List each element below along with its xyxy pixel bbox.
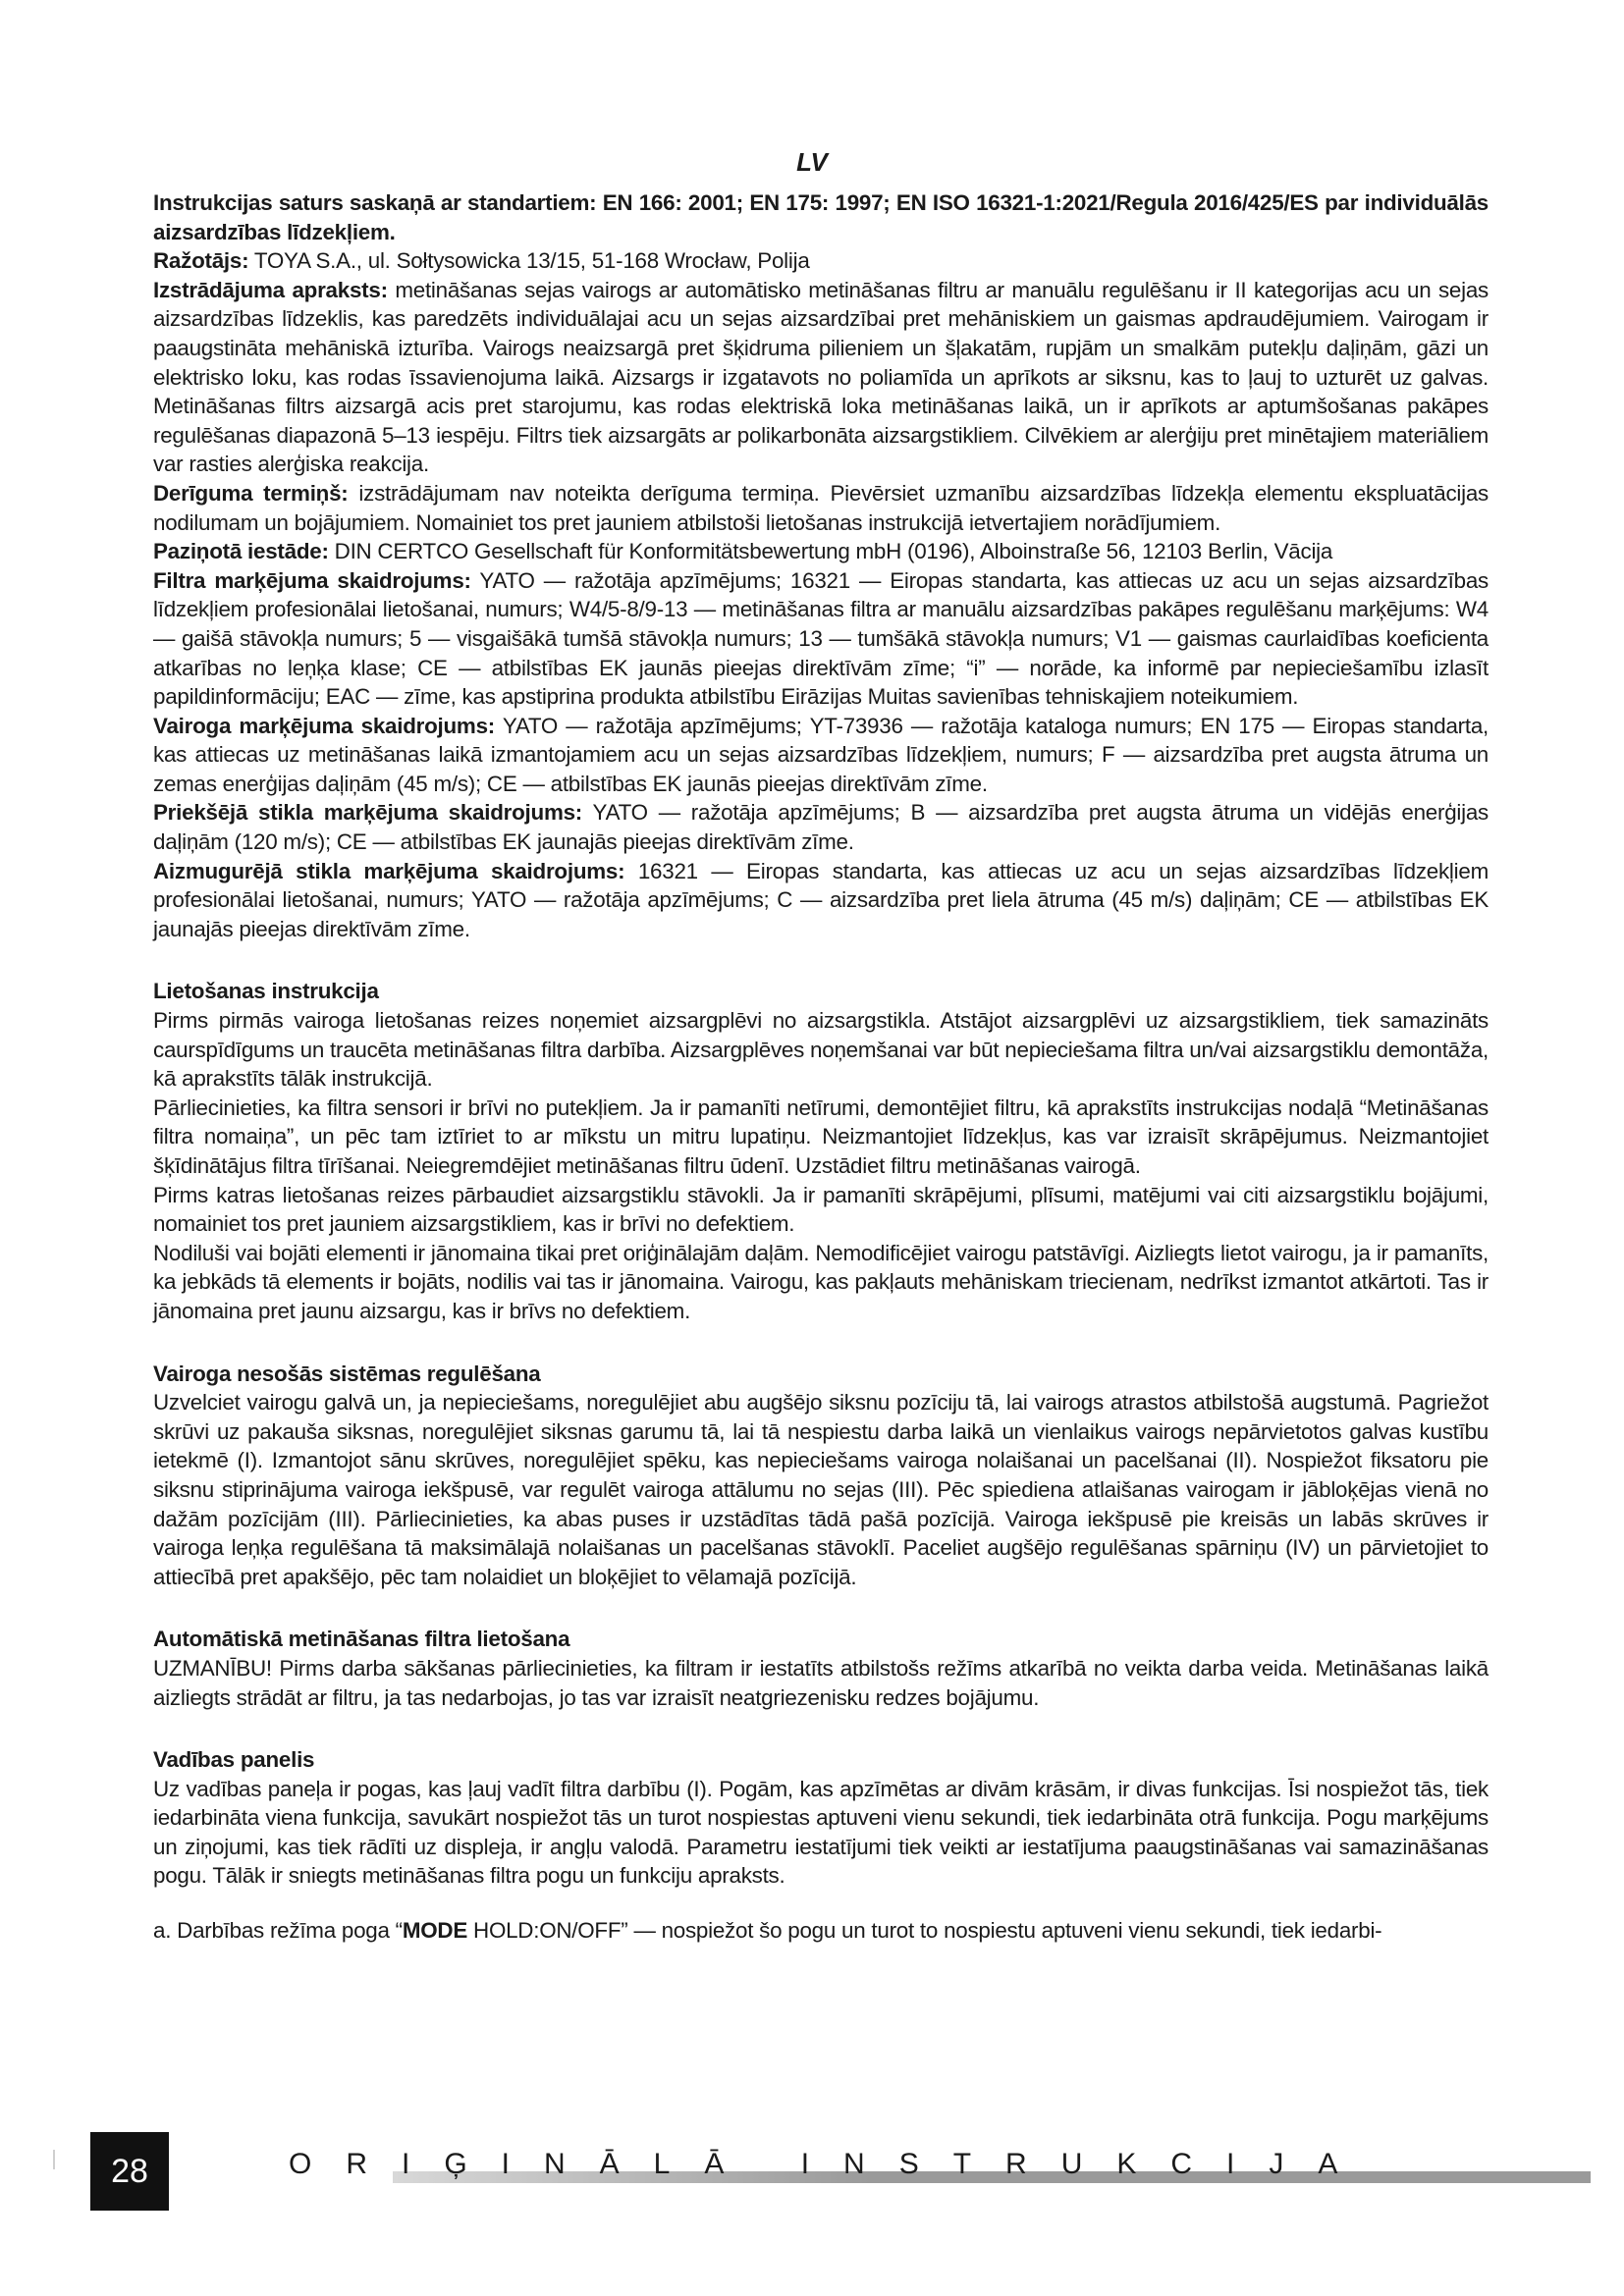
document-body	[153, 188, 1489, 1946]
filter-marking-paragraph	[153, 566, 1489, 712]
front-glass-marking-paragraph	[153, 798, 1489, 856]
manufacturer-text: TOYA S.A., ul. Sołtysowicka 13/15, 51-168 Wrocław, Polija	[248, 248, 810, 274]
manufacturer-paragraph	[153, 246, 1489, 276]
filter-marking-text: YATO — ražotāja apzīmējums; 16321 — Eiropas standarta, kas attiecas uz acu un sejas aizsardzības līdzekļiem profesionālai lietošanai, numurs; W4/5-8/9-13 — metināšanas filtra ar manuālu aizsardzības pakāpes regulēšanu marķējums: W4 — gaišā stāvokļa numurs; 5 — visgaišākā tumšā stāvokļa numurs; 13 — tumšākā stāvokļa numurs; V1 — gaismas caurlaidības koeficienta atkarības no leņķa klase; CE — atbilstības EK jaunās pieejas direktīvām zīme; “i” — norāde, ka informē par nepieciešamību izlasīt papildinformāciju; EAC — zīme, kas apstiprina produkta atbilstību Eirāzijas Muitas savienības tehniskajiem noteikumiem.	[153, 567, 1489, 710]
mode-button-prefix: a. Darbības režīma poga “	[153, 1918, 403, 1944]
document-header: Instrukcijas saturs saskaņā ar standartiem: EN 166: 2001; EN 175: 1997; EN ISO 16321-1:2021/Regula 2016/425/ES par individuālās aizsardzības līdzekļiem.	[153, 190, 1489, 244]
shield-marking-label: Vairoga marķējuma skaidrojums:	[153, 713, 495, 738]
support-system-section	[153, 1360, 1489, 1592]
page-number: 28	[90, 2132, 169, 2211]
product-description-paragraph	[153, 276, 1489, 479]
front-glass-marking-label: Priekšējā stikla marķējuma skaidrojums:	[153, 800, 583, 826]
page-edge-mark	[53, 2150, 55, 2169]
notified-body-text: DIN CERTCO Gesellschaft für Konformitätsbewertung mbH (0196), Alboinstraße 56, 12103 Berlin, Vācija	[328, 539, 1333, 564]
front-glass-marking-text: YATO — ražotāja apzīmējums; B — aizsardzība pret augsta ātruma un vidējās enerģijas daļiņām (120 m/s); CE — atbilstības EK jaunajās pieejas direktīvām zīme.	[153, 800, 1489, 855]
auto-filter-title: Automātiskā metināšanas filtra lietošana	[153, 1627, 570, 1652]
control-panel-title: Vadības panelis	[153, 1747, 315, 1773]
product-description-text: metināšanas sejas vairogs ar automātisko metināšanas filtru ar manuālu regulēšanu ir II kategorijas acu un sejas aizsardzības līdzeklis, kas paredzēts individuālajai acu un sejas aizsardzībai pret mehāniskiem un gaismas apdraudējumiem. Vairogam ir paaugstināta mehāniskā izturība. Vairogs neaizsargā pret šķidruma pilieniem un šļakatām, rupjām un smalkām putekļu daļiņām, gāzi un elektrisko loku, kas rodas īssavienojuma laikā. Aizsargs ir izgatavots no poliamīda un aprīkots ar siksnu, kas to ļauj to uzturēt uz galvas. Metināšanas filtrs aizsargā acis pret starojumu, kas rodas elektriskā loka metināšanas laikā, un ir aprīkots ar aptumšošanas pakāpes regulēšanas diapazonā 5–13 iespēju. Filtrs tiek aizsargāts ar polikarbonāta aizsargstikliem. Cilvēkiem ar alerģiju pret minētajiem materiāliem var rasties alerģiska reakcija.	[153, 277, 1489, 477]
instructions-paragraph: Pirms pirmās vairoga lietošanas reizes noņemiet aizsargplēvi no aizsargstikla. Atstājot aizsargplēvi uz aizsargstikliem, tiek samazināts caurspīdīgums un traucēta metināšanas filtra darbība. Aizsargplēves noņemšanai var būt nepieciešama filtra un/vai aizsargstiklu demontāža, kā aprakstīts tālāk instrukcijā.	[153, 1008, 1489, 1092]
product-description-label: Izstrādājuma apraksts:	[153, 277, 388, 302]
validity-label: Derīguma termiņš:	[153, 480, 349, 506]
support-system-text: Uzvelciet vairogu galvā un, ja nepieciešams, noregulējiet abu augšējo siksnu pozīciju tā, lai vairogs atrastos atbilstošā augstumā. Pagriežot skrūvi uz pakauša siksnas, noregulējiet siksnas garumu tā, lai tā nespiestu darba laikā un vienlaikus vairogs nepārvietotos galvas kustību ietekmē (I). Izmantojot sānu skrūves, noregulējiet spēku, kas nepieciešams vairoga nolaišanai un pacelšanai (II). Nospiežot fiksatoru pie siksnu stiprinājuma vairoga iekšpusē, var regulēt vairoga attālumu no sejas (III). Pēc spiediena atlaišanas vairogam ir jābloķējas vienā no dažām pozīcijām (III). Pārliecinieties, ka abas puses ir uzstādītas tādā pašā pozīcijā. Vairoga iekšpusē pie kreisās un labās skrūves ir vairoga leņķa regulēšana tā maksimālajā nolaišanas un pacelšanas stāvoklī. Paceliet augšējo regulēšanas spārniņu (IV) un pārvietojiet to attiecībā pret apakšējo, pēc tam nolaidiet un bloķējiet to vēlamajā pozīcijā.	[153, 1390, 1489, 1589]
support-system-title: Vairoga nesošās sistēmas regulēšana	[153, 1361, 541, 1386]
outer-glass-marking-text: 16321 — Eiropas standarta, kas attiecas uz acu un sejas aizsardzības līdzekļiem profesionālai lietošanai, numurs; YATO — ražotāja apzīmējums; C — aizsardzība pret liela ātruma (45 m/s) daļiņām; CE — atbilstības EK jaunajās pieejas direktīvām zīme.	[153, 858, 1489, 941]
auto-filter-text: UZMANĪBU! Pirms darba sākšanas pārliecinieties, ka filtram ir iestatīts atbilstošs režīms atkarībā no veikta darba veida. Metināšanas laikā aizliegts strādāt ar filtru, ja tas nedarbojas, jo tas var izraisīt neatgriezenisku redzes bojājumu.	[153, 1655, 1489, 1710]
footer-label: ORIĢINĀLĀ INSTRUKCIJA	[289, 2148, 1373, 2180]
validity-paragraph	[153, 479, 1489, 537]
outer-glass-marking-paragraph	[153, 857, 1489, 944]
instructions-paragraph: Pārliecinieties, ka filtra sensori ir brīvi no putekļiem. Ja ir pamanīti netīrumi, demontējiet filtru, kā aprakstīts instrukcijas nodaļā “Metināšanas filtra nomaiņa”, un pēc tam iztīriet to ar mīkstu un mitru lupatiņu. Neizmantojiet līdzekļus, kas var izraisīt skrāpējumus. Neizmantojiet šķīdinātājus filtra tīrīšanai. Neiegremdējiet metināšanas filtru ūdenī. Uzstādiet filtru metināšanas vairogā.	[153, 1095, 1489, 1178]
instructions-paragraph: Pirms katras lietošanas reizes pārbaudiet aizsargstiklu stāvokli. Ja ir pamanīti skrāpējumi, plīsumi, matējumi vai citi aizsargstiklu bojājumi, nomainiet tos pret jauniem aizsargstikliem, kas ir brīvi no defektiem.	[153, 1182, 1489, 1237]
auto-filter-section	[153, 1625, 1489, 1712]
instructions-section	[153, 977, 1489, 1325]
language-code: LV	[796, 147, 828, 177]
instructions-paragraph: Nodiluši vai bojāti elementi ir jānomaina tikai pret oriģinālajām daļām. Nemodificējiet vairogu patstāvīgi. Aizliegts lietot vairogu, ja ir pamanīts, ka jebkāds tā elements ir bojāts, nodilis vai tas ir jānomaina. Vairogu, kas pakļauts mehāniskam triecienam, nedrīkst izmantot atkārtoti. Tas ir jānomaina pret jaunu aizsargu, kas ir brīvs no defektiem.	[153, 1240, 1489, 1323]
manufacturer-label: Ražotājs:	[153, 248, 249, 274]
notified-body-paragraph	[153, 537, 1489, 566]
filter-marking-label: Filtra marķējuma skaidrojums:	[153, 567, 471, 593]
mode-button-paragraph	[153, 1916, 1489, 1946]
mode-button-suffix: HOLD:ON/OFF” — nospiežot šo pogu un turot to nospiestu aptuveni vienu sekundi, tiek iedarbi-	[467, 1918, 1382, 1944]
instructions-title: Lietošanas instrukcija	[153, 979, 379, 1004]
validity-text: izstrādājumam nav noteikta derīguma termiņa. Pievērsiet uzmanību aizsardzības līdzekļa elementu ekspluatācijas nodilumam un bojājumiem. Nomainiet tos pret jauniem atbilstoši lietošanas instrukcijā ietvertajiem norādījumiem.	[153, 480, 1489, 535]
control-panel-text: Uz vadības paneļa ir pogas, kas ļauj vadīt filtra darbību (I). Pogām, kas apzīmētas ar divām krāsām, ir divas funkcijas. Īsi nospiežot tās, tiek iedarbināta viena funkcija, savukārt nospiežot tās un turot nospiestas aptuveni vienu sekundi, tiek iedarbināta otrā funkcija. Pogu marķējums un ziņojumi, kas tiek rādīti uz displeja, ir angļu valodā. Parametru iestatījumi tiek veikti ar iestatījuma paaugstināšanas vai samazināšanas pogu. Tālāk ir sniegts metināšanas filtra pogu un funkciju apraksts.	[153, 1776, 1489, 1889]
shield-marking-paragraph	[153, 712, 1489, 799]
mode-button-bold: MODE	[402, 1918, 468, 1944]
notified-body-label: Paziņotā iestāde:	[153, 539, 329, 564]
outer-glass-marking-label: Aizmugurējā stikla marķējuma skaidrojums:	[153, 858, 625, 883]
control-panel-section	[153, 1745, 1489, 1891]
shield-marking-text: YATO — ražotāja apzīmējums; YT-73936 — ražotāja kataloga numurs; EN 175 — Eiropas standarta, kas attiecas uz metināšanas laikā izmantojamiem acu un sejas aizsardzības līdzekļiem, numurs; F — aizsardzība pret augsta ātruma un zemas enerģijas daļiņām (45 m/s); CE — atbilstības EK jaunās pieejas direktīvām zīme.	[153, 713, 1489, 796]
